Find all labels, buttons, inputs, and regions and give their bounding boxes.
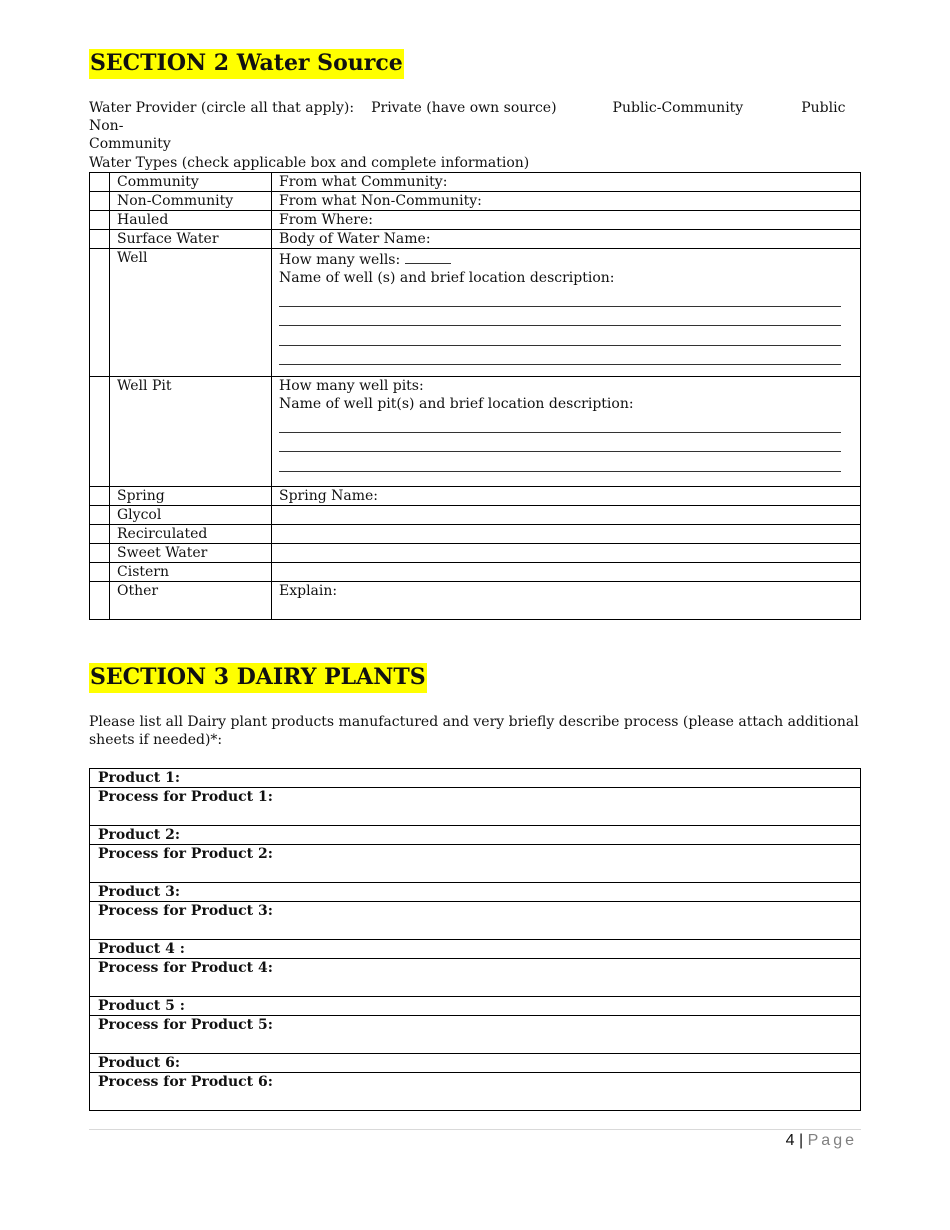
section-2-title: SECTION 2 Water Source <box>89 49 404 79</box>
water-type-label: Surface Water <box>110 230 272 249</box>
checkbox-cistern[interactable] <box>90 563 110 582</box>
table-row <box>90 487 861 506</box>
product-field[interactable]: Product 5 : <box>90 997 861 1016</box>
water-type-label: Cistern <box>110 563 272 582</box>
page-separator: | <box>799 1132 804 1149</box>
water-type-info[interactable] <box>272 544 861 563</box>
water-type-info[interactable]: Spring Name: <box>272 487 861 506</box>
table-row <box>90 902 861 940</box>
water-type-info[interactable]: Explain: <box>272 582 861 620</box>
provider-option-wrap[interactable]: Community <box>89 136 171 152</box>
table-row <box>90 788 861 826</box>
table-row <box>90 506 861 525</box>
process-field[interactable]: Process for Product 1: <box>90 788 861 826</box>
answer-line[interactable] <box>279 452 841 472</box>
water-type-label: Well <box>110 249 272 377</box>
table-row <box>90 940 861 959</box>
water-provider-label: Water Provider (circle all that apply): <box>89 100 355 116</box>
water-type-label: Non-Community <box>110 192 272 211</box>
water-type-info[interactable]: From what Non-Community: <box>272 192 861 211</box>
water-types-caption: Water Types (check applicable box and complete information) <box>89 155 530 171</box>
water-type-info[interactable] <box>272 525 861 544</box>
table-row <box>90 192 861 211</box>
well-pit-count-label: How many well pits: <box>279 378 424 394</box>
answer-line[interactable] <box>279 346 841 366</box>
table-row <box>90 249 861 377</box>
table-row <box>90 230 861 249</box>
table-row <box>90 377 861 487</box>
answer-line[interactable] <box>279 307 841 327</box>
checkbox-surface-water[interactable] <box>90 230 110 249</box>
process-field[interactable]: Process for Product 4: <box>90 959 861 997</box>
product-field[interactable]: Product 6: <box>90 1054 861 1073</box>
table-row <box>90 1073 861 1111</box>
water-type-label: Other <box>110 582 272 620</box>
page-label: Page <box>807 1132 857 1149</box>
answer-line[interactable] <box>279 326 841 346</box>
water-type-label: Glycol <box>110 506 272 525</box>
checkbox-glycol[interactable] <box>90 506 110 525</box>
checkbox-other[interactable] <box>90 582 110 620</box>
footer-divider <box>89 1129 861 1130</box>
page-footer <box>786 1132 857 1150</box>
product-field[interactable]: Product 3: <box>90 883 861 902</box>
water-type-info-well-pit[interactable] <box>272 377 861 487</box>
product-field[interactable]: Product 4 : <box>90 940 861 959</box>
water-types-table <box>89 172 861 620</box>
dairy-instructions: Please list all Dairy plant products manufactured and very briefly describe process (please attach additional sheets if needed)*: <box>89 714 859 748</box>
water-type-label: Hauled <box>110 211 272 230</box>
table-row <box>90 1054 861 1073</box>
well-pit-description-label: Name of well pit(s) and brief location description: <box>279 396 634 412</box>
water-type-label: Recirculated <box>110 525 272 544</box>
process-field[interactable]: Process for Product 2: <box>90 845 861 883</box>
checkbox-well[interactable] <box>90 249 110 377</box>
checkbox-sweet-water[interactable] <box>90 544 110 563</box>
water-type-label: Spring <box>110 487 272 506</box>
well-description-label: Name of well (s) and brief location description: <box>279 270 615 286</box>
provider-option-public-community[interactable]: Public-Community <box>612 100 744 116</box>
table-row <box>90 173 861 192</box>
well-count-blank[interactable] <box>405 249 451 264</box>
table-row <box>90 769 861 788</box>
water-type-info[interactable]: From Where: <box>272 211 861 230</box>
water-type-info[interactable]: Body of Water Name: <box>272 230 861 249</box>
answer-line[interactable] <box>279 413 841 433</box>
table-row <box>90 211 861 230</box>
dairy-products-table <box>89 768 861 1111</box>
table-row <box>90 826 861 845</box>
product-field[interactable]: Product 1: <box>90 769 861 788</box>
product-field[interactable]: Product 2: <box>90 826 861 845</box>
water-type-label: Well Pit <box>110 377 272 487</box>
provider-option-public-non-community[interactable]: Public Non- <box>89 100 846 134</box>
table-row <box>90 1016 861 1054</box>
table-row <box>90 997 861 1016</box>
water-type-info[interactable] <box>272 506 861 525</box>
provider-option-private[interactable]: Private (have own source) <box>371 100 557 116</box>
water-provider-line <box>89 99 861 153</box>
table-row <box>90 563 861 582</box>
table-row <box>90 544 861 563</box>
checkbox-well-pit[interactable] <box>90 377 110 487</box>
water-type-label: Community <box>110 173 272 192</box>
well-count-label: How many wells: <box>279 252 401 268</box>
process-field[interactable]: Process for Product 6: <box>90 1073 861 1111</box>
water-type-info[interactable]: From what Community: <box>272 173 861 192</box>
table-row <box>90 959 861 997</box>
answer-line[interactable] <box>279 433 841 453</box>
table-row <box>90 883 861 902</box>
water-type-info[interactable] <box>272 563 861 582</box>
checkbox-community[interactable] <box>90 173 110 192</box>
checkbox-spring[interactable] <box>90 487 110 506</box>
process-field[interactable]: Process for Product 3: <box>90 902 861 940</box>
water-type-info-well[interactable] <box>272 249 861 377</box>
section-3-title: SECTION 3 DAIRY PLANTS <box>89 663 427 693</box>
checkbox-non-community[interactable] <box>90 192 110 211</box>
checkbox-hauled[interactable] <box>90 211 110 230</box>
answer-line[interactable] <box>279 287 841 307</box>
water-type-label: Sweet Water <box>110 544 272 563</box>
table-row <box>90 525 861 544</box>
table-row <box>90 845 861 883</box>
checkbox-recirculated[interactable] <box>90 525 110 544</box>
table-row <box>90 582 861 620</box>
page-number: 4 <box>785 1132 795 1149</box>
process-field[interactable]: Process for Product 5: <box>90 1016 861 1054</box>
